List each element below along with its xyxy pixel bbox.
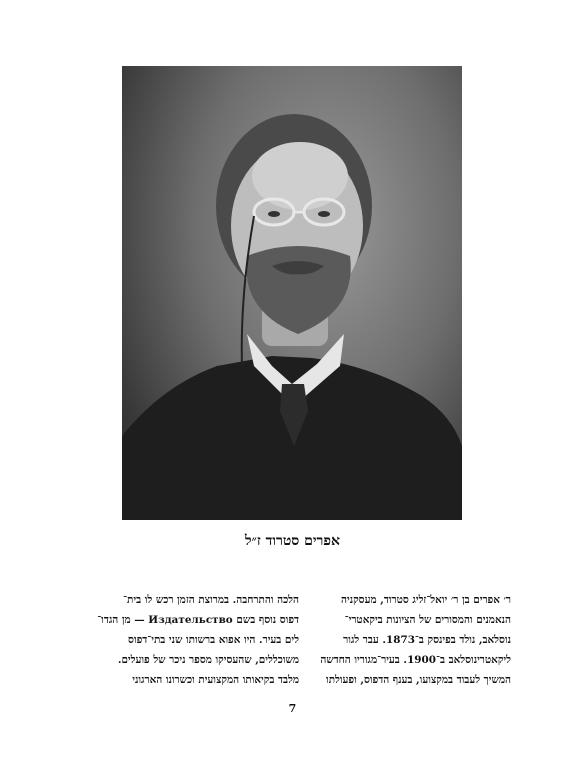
photo-caption: אפרים סטרוד ז״ל	[244, 533, 341, 549]
paragraph-line: ליקאטרינוסלאב ב־1900. בעיר־מגוריו החדשה	[320, 654, 511, 666]
paragraph-line: המשיך לעבוד במקצועו, בענף הדפוס, ופעולתו	[326, 674, 511, 686]
text-column-right	[296, 590, 511, 690]
portrait-icon	[122, 66, 462, 520]
paragraph-line: ר׳ אפרים בן ר׳ יואל־זליג סטרוד, מעסקניה	[341, 594, 511, 606]
paragraph-line: הנאמנים והמסורים של הציונות ביקאטרי־	[344, 614, 511, 626]
portrait-photo	[122, 66, 462, 520]
paragraph-line: משוכללים, שהעסיקו מספר ניכר של פועלים.	[117, 654, 299, 666]
paragraph-line: הלכה והתרחבה. במרוצת הזמן רכש לו בית־	[123, 594, 299, 606]
paragraph-line: לים בעיר. היו אפוא ברשותו שני בתי־דפוס	[128, 634, 299, 646]
page-number: 7	[288, 702, 297, 715]
paragraph-line: דפוס נוסף בשם Издательство — מן הגדו־	[97, 614, 299, 626]
text-column-left	[84, 590, 299, 690]
paragraph-line: נוסלאב, נולד בפינסק ב־1873. עבר לגור	[343, 634, 511, 646]
paragraph-line: מלבד בקיאותו המקצועית וכשרונו הארגוני	[132, 674, 299, 686]
